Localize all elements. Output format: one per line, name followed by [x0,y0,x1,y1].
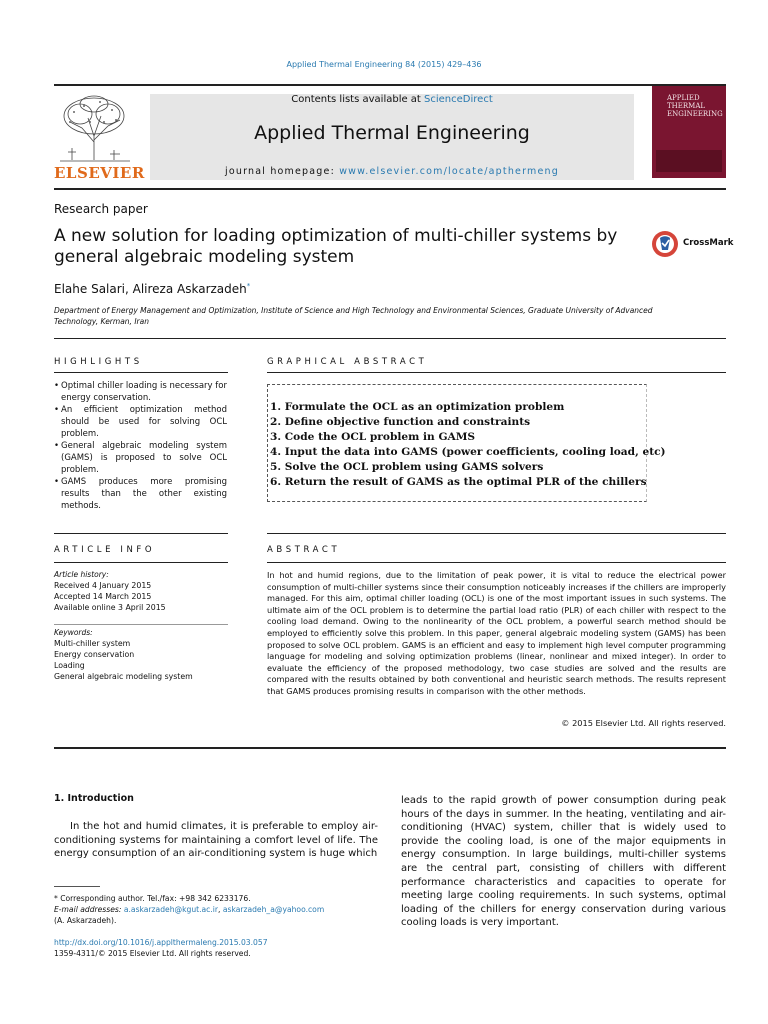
highlights-rule [54,372,228,373]
highlight-item: • Optimal chiller loading is necessary for energy conservation. [54,380,227,404]
article-history [54,580,166,613]
journal-cover-strip [656,150,722,172]
keyword: Energy conservation [54,650,135,659]
header-bottom-rule [54,188,726,190]
graphical-abstract-step: 6. Return the result of GAMS as the optimal PLR of the chillers [270,476,647,488]
crossmark-icon[interactable] [651,229,679,259]
history-entry: Accepted 14 March 2015 [54,592,152,601]
highlights-heading: HIGHLIGHTS [54,357,143,367]
abstract-copyright: © 2015 Elsevier Ltd. All rights reserved. [561,718,726,728]
journal-homepage-line [150,166,634,177]
contents-prefix: Contents lists available at [291,94,425,105]
article-info-top-rule [54,533,228,534]
doi-link[interactable]: http://dx.doi.org/10.1016/j.applthermaleng.2015.03.057 [54,938,268,947]
article-history-label: Article history: [54,570,109,579]
corresponding-author-mark[interactable]: * [246,282,251,290]
publisher-logo-text: ELSEVIER [54,164,145,182]
journal-cover-title: APPLIED THERMAL ENGINEERING [667,94,723,118]
email-link[interactable]: askarzadeh_a@yahoo.com [222,905,325,914]
graphical-abstract-step: 3. Code the OCL problem in GAMS [270,431,476,443]
article-title: A new solution for loading optimization of multi-chiller systems by general algebraic modeling system [54,226,618,267]
sciencedirect-link[interactable]: ScienceDirect [424,94,493,105]
introduction-column-1: In the hot and humid climates, it is preferable to employ air-conditioning systems for maintaining a comfort level of life. The energy consumption of an air-conditioning system is huge which [54,821,378,860]
crossmark-label[interactable]: CrossMark [683,238,734,248]
email-link[interactable]: a.askarzadeh@kgut.ac.ir [123,905,218,914]
email-line: E-mail addresses: a.askarzadeh@kgut.ac.ir, askarzadeh_a@yahoo.com [54,905,325,914]
corresponding-author-footnote [54,893,378,926]
email-owner: (A. Askarzadeh). [54,916,117,925]
front-matter-end-rule [54,747,726,749]
keyword: General algebraic modeling system [54,672,193,681]
highlight-item: • An efficient optimization method should be used for solving OCL problem. [54,404,227,440]
article-info-heading: ARTICLE INFO [54,545,156,555]
graphical-abstract-step: 1. Formulate the OCL as an optimization problem [270,401,565,413]
graphical-abstract-steps [270,400,666,490]
abstract-top-rule [267,533,726,534]
journal-name: Applied Thermal Engineering [254,122,530,144]
keywords-label: Keywords: [54,628,93,637]
corresponding-author-note: * Corresponding author. Tel./fax: +98 342 6233176. [54,894,251,903]
highlight-item: • GAMS produces more promising results than the other existing methods. [54,476,227,512]
highlights-list [54,380,227,512]
abstract-text: In hot and humid regions, due to the limitation of peak power, it is vital to reduce the electrical power consumption of multi-chiller systems since their consumption noticeably increases if the chillers are improperly managed. For this aim, optimal chiller loading (OCL) is one of the most important issues in such systems. The ultimate aim of the OCL problem is to determine the partial load ratio (PLR) of each chiller with respect to the cooling load demand. Owing to the nonlinearity of the OCL problem, a powerful search method should be employed to efficiently solve this problem. In this paper, general algebraic modeling system (GAMS) has been proposed to solve OCL problem. GAMS is an efficient and easy to implement high level computer programming language for modeling and solving optimization problems (linear, nonlinear and mixed integer). In order to evaluate the efficiency of the proposed methodology, two case studies are solved and the results are compared with the results obtained by both conventional and heuristic search methods. The results represent that GAMS produces promising results in comparison with the other methods. [267,570,726,696]
introduction-heading: 1. Introduction [54,793,134,804]
keyword: Multi-chiller system [54,639,131,648]
highlight-item: • General algebraic modeling system (GAMS) is proposed to solve OCL problem. [54,440,227,476]
section-divider [54,338,726,339]
keyword: Loading [54,661,85,670]
keywords-rule [54,624,228,625]
introduction-column-2: leads to the rapid growth of power consumption during peak hours of the days in summer. In the heating, ventilating and air-conditioning (HVAC) system, chiller that is widely used to provide the cooling load, is one of the major equipments in energy consumption. In large buildings, multi-chiller systems are the central part, consisting of chillers with different performance characteristics and capacities to operate for meeting large cooling requirements. In such systems, optimal loading of the chillers for energy conservation during various cooling loads is very important. [401,795,726,929]
article-info-rule [54,562,228,563]
graphical-abstract-heading: GRAPHICAL ABSTRACT [267,357,428,367]
article-type: Research paper [54,202,148,216]
history-entry: Received 4 January 2015 [54,581,152,590]
graphical-abstract-step: 2. Define objective function and constraints [270,416,531,428]
email-label: E-mail addresses: [54,905,122,914]
keywords-list [54,638,193,682]
abstract-heading: ABSTRACT [267,545,341,555]
graphical-abstract-step: 5. Solve the OCL problem using GAMS solvers [270,461,544,473]
contents-lists-line [150,94,634,105]
issn-line: 1359-4311/© 2015 Elsevier Ltd. All rights reserved. [54,949,251,958]
graphical-abstract-step: 4. Input the data into GAMS (power coefficients, cooling load, etc) [270,446,666,458]
graphical-abstract-rule [267,372,726,373]
author-affiliation: Department of Energy Management and Optimization, Institute of Science and High Technology and Environmental Sciences, Graduate University of Advanced Technology, Kerman, Iran [54,306,653,326]
homepage-link[interactable]: www.elsevier.com/locate/apthermeng [339,166,559,177]
author-names: Elahe Salari, Alireza Askarzadeh [54,282,247,296]
author-list [54,282,250,296]
homepage-prefix: journal homepage: [225,166,340,177]
abstract-rule [267,562,726,563]
header-top-rule [54,84,726,86]
footnote-rule [54,886,100,887]
journal-citation[interactable]: Applied Thermal Engineering 84 (2015) 429–436 [286,60,482,69]
history-entry: Available online 3 April 2015 [54,603,166,612]
